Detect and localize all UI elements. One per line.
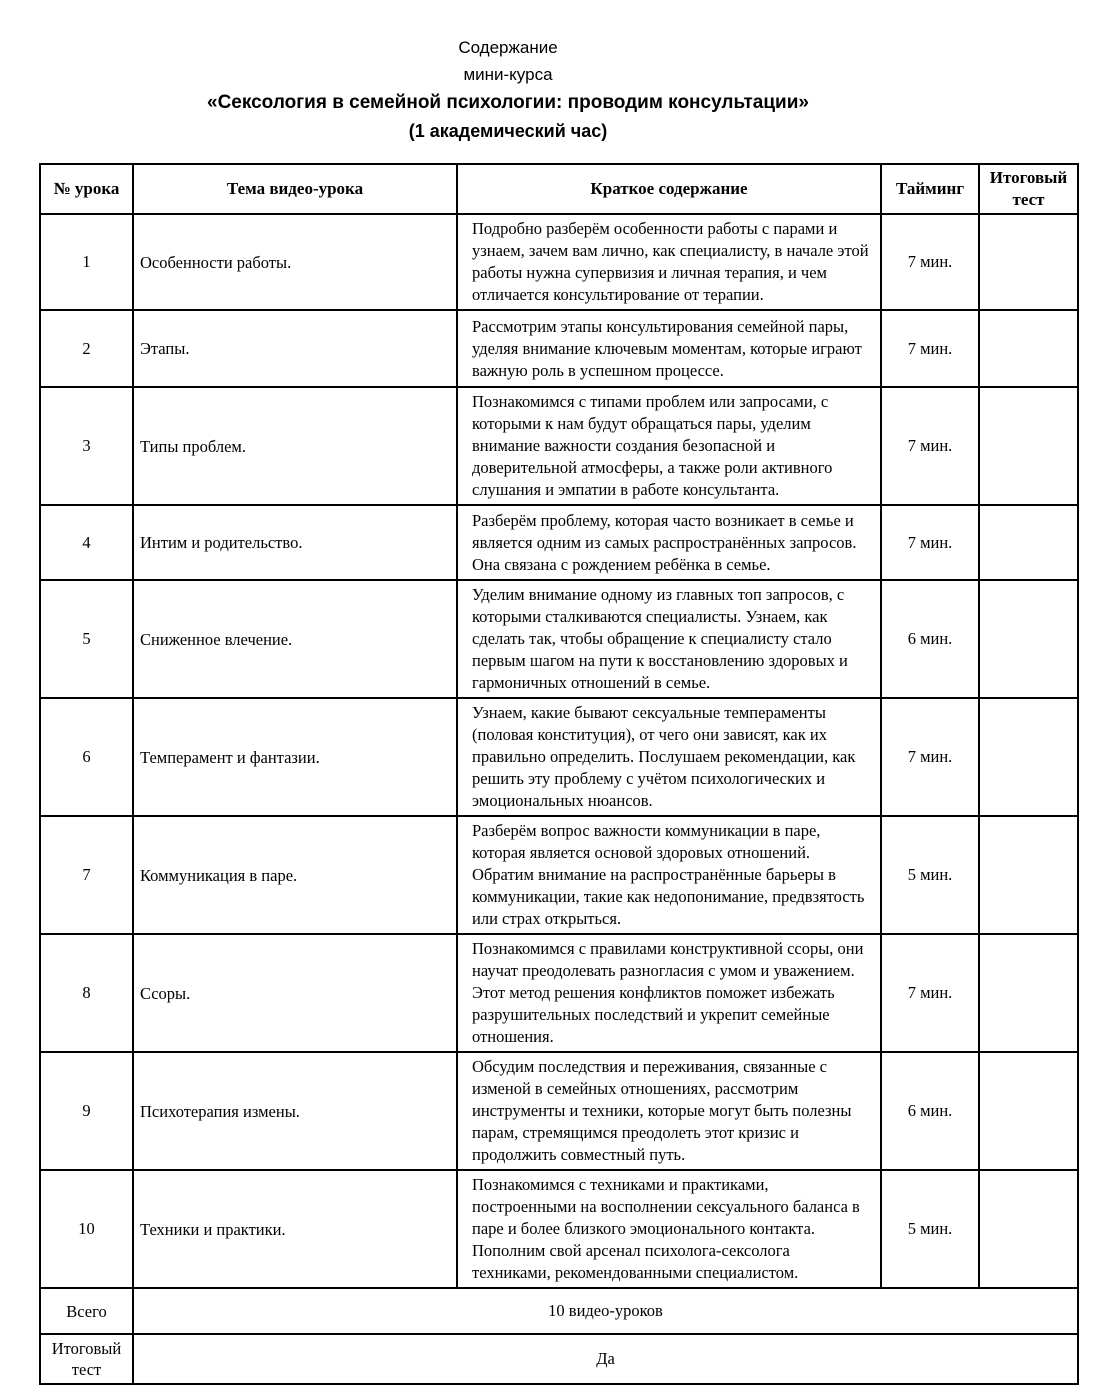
lesson-row [40, 505, 1078, 580]
lesson-summary-cell: Познакомимся с правилами конструктивной ссоры, они научат преодолевать разногласия с умом и уважением. Этот метод решения конфликтов поможет избежать разрушительных последствий и укрепит семейные отношения. [457, 934, 881, 1052]
lesson-timing-cell: 5 мин. [881, 816, 979, 934]
lesson-test-cell [979, 1170, 1078, 1288]
lesson-number-cell: 8 [40, 934, 133, 1052]
course-duration: (1 академический час) [408, 121, 608, 141]
lesson-summary-cell: Рассмотрим этапы консультирования семейной пары, уделяя внимание ключевым моментам, которые играют важную роль в успешном процессе. [457, 310, 881, 387]
lesson-row [40, 387, 1078, 505]
lesson-number-cell: 10 [40, 1170, 133, 1288]
lesson-row [40, 698, 1078, 816]
lesson-row [40, 1170, 1078, 1288]
total-value-cell: 10 видео-уроков [133, 1288, 1078, 1334]
lesson-timing-cell: 7 мин. [881, 214, 979, 310]
lesson-row [40, 580, 1078, 698]
lesson-topic-cell: Типы проблем. [133, 387, 457, 505]
lesson-number-cell: 9 [40, 1052, 133, 1170]
lesson-row [40, 934, 1078, 1052]
lesson-test-cell [979, 310, 1078, 387]
lesson-topic-cell: Особенности работы. [133, 214, 457, 310]
col-header-lesson-number: № урока [40, 164, 133, 214]
total-label-cell: Всего [40, 1288, 133, 1334]
total-row [40, 1288, 1078, 1334]
lesson-number-cell: 1 [40, 214, 133, 310]
lesson-timing-cell: 6 мин. [881, 1052, 979, 1170]
lesson-summary-cell: Разберём вопрос важности коммуникации в паре, которая является основой здоровых отношений. Обратим внимание на распространённые барьеры в коммуникации, такие как недопонимание, предвзятость или страх открыться. [457, 816, 881, 934]
lesson-timing-cell: 7 мин. [881, 310, 979, 387]
course-title: «Сексология в семейной психологии: проводим консультации» [207, 92, 809, 113]
lesson-row [40, 816, 1078, 934]
lesson-summary-cell: Разберём проблему, которая часто возникает в семье и является одним из самых распространённых запросов. Она связана с рождением ребёнка в семье. [457, 505, 881, 580]
lesson-test-cell [979, 580, 1078, 698]
lesson-topic-cell: Этапы. [133, 310, 457, 387]
final-test-row [40, 1334, 1078, 1384]
lesson-test-cell [979, 816, 1078, 934]
col-header-final-test: Итоговый тест [979, 164, 1078, 214]
lesson-timing-cell: 7 мин. [881, 934, 979, 1052]
lesson-timing-cell: 6 мин. [881, 580, 979, 698]
col-header-timing: Тайминг [881, 164, 979, 214]
table-header-row [40, 164, 1078, 214]
lesson-summary-cell: Узнаем, какие бывают сексуальные темпераменты (половая конституция), от чего они зависят, как их правильно определить. Послушаем рекомендации, как решить эту проблему с учётом психологических и эмоциональных нюансов. [457, 698, 881, 816]
lesson-row [40, 214, 1078, 310]
lesson-summary-cell: Подробно разберём особенности работы с парами и узнаем, зачем вам лично, как специалисту, в начале этой работы нужна супервизия и личная терапия, и чем отличается консультирование от терапии. [457, 214, 881, 310]
lesson-number-cell: 2 [40, 310, 133, 387]
lesson-topic-cell: Ссоры. [133, 934, 457, 1052]
lesson-row [40, 1052, 1078, 1170]
lesson-timing-cell: 5 мин. [881, 1170, 979, 1288]
lesson-topic-cell: Сниженное влечение. [133, 580, 457, 698]
lesson-summary-cell: Уделим внимание одному из главных топ запросов, с которыми сталкиваются специалисты. Узнаем, как сделать так, чтобы обращение к специалисту стало первым шагом на пути к восстановлению здоровых и гармоничных отношений в семье. [457, 580, 881, 698]
lesson-test-cell [979, 1052, 1078, 1170]
lesson-timing-cell: 7 мин. [881, 698, 979, 816]
lesson-topic-cell: Интим и родительство. [133, 505, 457, 580]
lesson-number-cell: 7 [40, 816, 133, 934]
course-contents-table [39, 163, 1079, 1385]
lesson-number-cell: 4 [40, 505, 133, 580]
lesson-test-cell [979, 214, 1078, 310]
final-test-value-cell: Да [133, 1334, 1078, 1384]
lesson-test-cell [979, 934, 1078, 1052]
lesson-topic-cell: Техники и практики. [133, 1170, 457, 1288]
lesson-topic-cell: Темперамент и фантазии. [133, 698, 457, 816]
lesson-test-cell [979, 698, 1078, 816]
lesson-summary-cell: Обсудим последствия и переживания, связанные с изменой в семейных отношениях, рассмотрим инструменты и техники, которые могут быть полезны парам, стремящимся преодолеть этот кризис и продолжить совместный путь. [457, 1052, 881, 1170]
header-line-contents: Содержание [458, 38, 558, 57]
col-header-summary: Краткое содержание [457, 164, 881, 214]
lesson-topic-cell: Психотерапия измены. [133, 1052, 457, 1170]
lesson-row [40, 310, 1078, 387]
lesson-number-cell: 3 [40, 387, 133, 505]
final-test-label-cell: Итоговый тест [40, 1334, 133, 1384]
lesson-timing-cell: 7 мин. [881, 505, 979, 580]
lesson-topic-cell: Коммуникация в паре. [133, 816, 457, 934]
lesson-timing-cell: 7 мин. [881, 387, 979, 505]
document-header [0, 0, 1016, 142]
lesson-test-cell [979, 387, 1078, 505]
lesson-number-cell: 5 [40, 580, 133, 698]
lesson-summary-cell: Познакомимся с техниками и практиками, построенными на восполнении сексуального баланса в паре и более близкого эмоционального контакта. Пополним свой арсенал психолога-сексолога техниками, рекомендованными специалистом. [457, 1170, 881, 1288]
lesson-number-cell: 6 [40, 698, 133, 816]
col-header-topic: Тема видео-урока [133, 164, 457, 214]
lesson-test-cell [979, 505, 1078, 580]
header-line-minicourse: мини-курса [463, 65, 553, 84]
lesson-summary-cell: Познакомимся с типами проблем или запросами, с которыми к нам будут обращаться пары, уделим внимание важности создания безопасной и доверительной атмосферы, а также роли активного слушания и эмпатии в работе консультанта. [457, 387, 881, 505]
